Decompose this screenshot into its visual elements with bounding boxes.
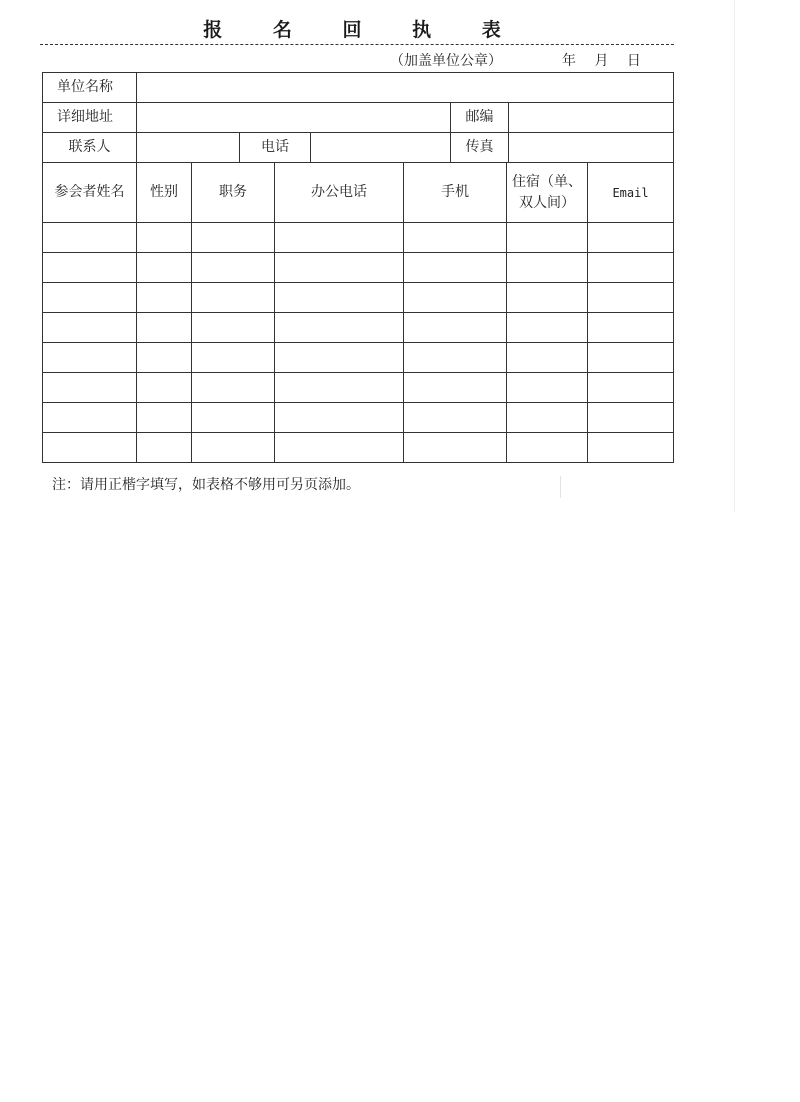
- participant-name-cell[interactable]: [42, 222, 137, 253]
- participant-office-phone-cell[interactable]: [274, 372, 404, 403]
- participant-mobile-cell[interactable]: [403, 282, 507, 313]
- participant-email-cell[interactable]: [587, 252, 674, 283]
- participant-name-cell[interactable]: [42, 372, 137, 403]
- participant-accommodation-cell[interactable]: [506, 282, 588, 313]
- participant-position-cell[interactable]: [191, 282, 275, 313]
- postcode-label: 邮编: [450, 102, 509, 133]
- scan-edge: [734, 0, 735, 512]
- postcode-field[interactable]: [508, 102, 674, 133]
- address-label: 详细地址: [42, 102, 137, 133]
- participant-gender-cell[interactable]: [136, 402, 192, 433]
- participant-office-phone-cell[interactable]: [274, 432, 404, 463]
- participant-position-cell[interactable]: [191, 252, 275, 283]
- form-title: 报 名 回 执 表: [203, 19, 523, 41]
- participant-email-cell[interactable]: [587, 402, 674, 433]
- participant-email-cell[interactable]: [587, 222, 674, 253]
- col-header-accommodation: 住宿（单、 双人间）: [506, 162, 588, 223]
- col-header-office-phone: 办公电话: [274, 162, 404, 223]
- phone-field[interactable]: [310, 132, 451, 163]
- participant-mobile-cell[interactable]: [403, 402, 507, 433]
- participant-name-cell[interactable]: [42, 312, 137, 343]
- unit-name-field[interactable]: [136, 72, 674, 103]
- cut-line: [40, 44, 674, 45]
- participant-position-cell[interactable]: [191, 402, 275, 433]
- participant-gender-cell[interactable]: [136, 252, 192, 283]
- participant-position-cell[interactable]: [191, 312, 275, 343]
- participant-name-cell[interactable]: [42, 432, 137, 463]
- participant-accommodation-cell[interactable]: [506, 222, 588, 253]
- participant-name-cell[interactable]: [42, 282, 137, 313]
- participant-name-cell[interactable]: [42, 342, 137, 373]
- participant-office-phone-cell[interactable]: [274, 222, 404, 253]
- participant-mobile-cell[interactable]: [403, 372, 507, 403]
- col-header-email: Email: [587, 162, 674, 223]
- participant-email-cell[interactable]: [587, 342, 674, 373]
- scan-artifact: [560, 476, 561, 498]
- participant-accommodation-cell[interactable]: [506, 372, 588, 403]
- participant-mobile-cell[interactable]: [403, 252, 507, 283]
- phone-label: 电话: [239, 132, 311, 163]
- participant-position-cell[interactable]: [191, 432, 275, 463]
- participant-office-phone-cell[interactable]: [274, 402, 404, 433]
- participant-position-cell[interactable]: [191, 342, 275, 373]
- participant-email-cell[interactable]: [587, 312, 674, 343]
- participant-gender-cell[interactable]: [136, 282, 192, 313]
- participant-mobile-cell[interactable]: [403, 312, 507, 343]
- participant-mobile-cell[interactable]: [403, 432, 507, 463]
- date-year-label: 年: [562, 53, 576, 69]
- participant-email-cell[interactable]: [587, 282, 674, 313]
- unit-name-label: 单位名称: [42, 72, 137, 103]
- participant-position-cell[interactable]: [191, 372, 275, 403]
- participant-accommodation-cell[interactable]: [506, 342, 588, 373]
- participant-office-phone-cell[interactable]: [274, 282, 404, 313]
- address-field[interactable]: [136, 102, 451, 133]
- participant-gender-cell[interactable]: [136, 372, 192, 403]
- date-line: [562, 50, 641, 70]
- col-header-mobile: 手机: [403, 162, 507, 223]
- participant-accommodation-cell[interactable]: [506, 312, 588, 343]
- participant-gender-cell[interactable]: [136, 312, 192, 343]
- participant-mobile-cell[interactable]: [403, 222, 507, 253]
- registration-table: [42, 72, 674, 467]
- participant-office-phone-cell[interactable]: [274, 342, 404, 373]
- participant-gender-cell[interactable]: [136, 222, 192, 253]
- date-day-label: 日: [626, 53, 641, 69]
- participant-email-cell[interactable]: [587, 372, 674, 403]
- participant-accommodation-cell[interactable]: [506, 402, 588, 433]
- col-header-name: 参会者姓名: [42, 162, 137, 223]
- col-header-position: 职务: [191, 162, 275, 223]
- participant-office-phone-cell[interactable]: [274, 252, 404, 283]
- col-header-gender: 性别: [136, 162, 192, 223]
- fax-label: 传真: [450, 132, 509, 163]
- participant-name-cell[interactable]: [42, 402, 137, 433]
- stamp-note: （加盖单位公章）: [390, 53, 502, 69]
- date-month-label: 月: [594, 53, 609, 69]
- participant-accommodation-cell[interactable]: [506, 432, 588, 463]
- participant-accommodation-cell[interactable]: [506, 252, 588, 283]
- participant-position-cell[interactable]: [191, 222, 275, 253]
- participant-email-cell[interactable]: [587, 432, 674, 463]
- contact-field[interactable]: [136, 132, 240, 163]
- participant-mobile-cell[interactable]: [403, 342, 507, 373]
- fax-field[interactable]: [508, 132, 674, 163]
- form-note: 注：请用正楷字填写，如表格不够用可另页添加。: [52, 477, 360, 493]
- contact-label: 联系人: [42, 132, 137, 163]
- participant-gender-cell[interactable]: [136, 342, 192, 373]
- participant-name-cell[interactable]: [42, 252, 137, 283]
- participant-gender-cell[interactable]: [136, 432, 192, 463]
- participant-office-phone-cell[interactable]: [274, 312, 404, 343]
